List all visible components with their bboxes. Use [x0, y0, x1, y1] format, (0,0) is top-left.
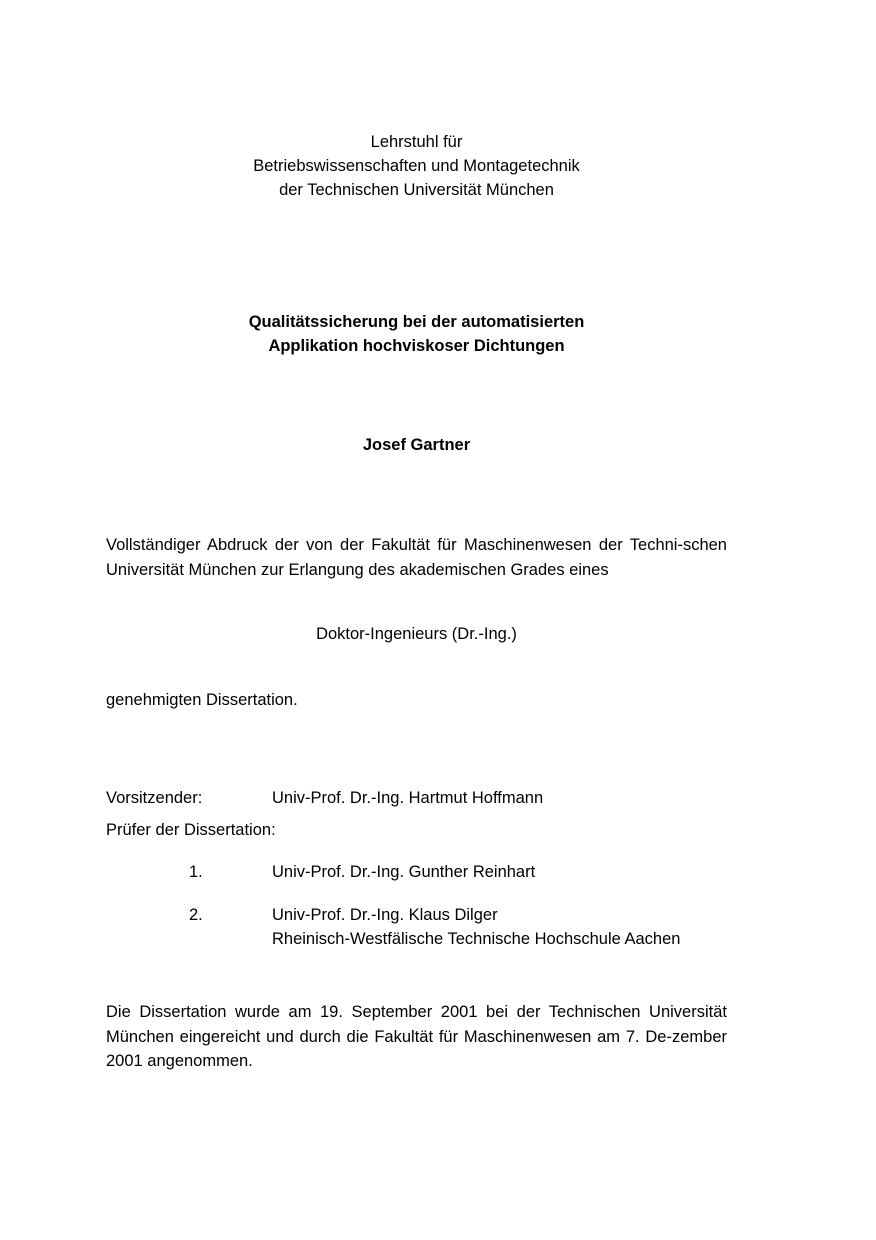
institution-line-3: der Technischen Universität München [279, 181, 554, 199]
institution-line-1: Lehrstuhl für [370, 133, 463, 151]
submission-note: Die Dissertation wurde am 19. September 2001 bei der Technischen Universität München eingereicht und durch die Fakultät für Maschinenwesen am 7. De-zember 2001 angenommen. [106, 1003, 727, 1070]
examiner-2-number: 2. [189, 906, 203, 924]
author-line: Josef Gartner [362, 436, 471, 454]
statement-closing: genehmigten Dissertation. [106, 691, 298, 709]
examiner-1-number: 1. [189, 863, 203, 881]
institution-block [106, 130, 727, 202]
statement-intro: Vollständiger Abdruck der von der Fakultät für Maschinenwesen der Techni-schen Universität München zur Erlangung des akademischen Grades eines [106, 536, 727, 579]
chair-label: Vorsitzender: [106, 789, 203, 807]
title-line-2: Applikation hochviskoser Dichtungen [268, 337, 565, 355]
examiner-2-affiliation: Rheinisch-Westfälische Technische Hochschule Aachen [272, 930, 681, 948]
degree-line: Doktor-Ingenieurs (Dr.-Ing.) [316, 625, 517, 643]
examiners-label: Prüfer der Dissertation: [106, 821, 276, 839]
author-name [106, 433, 727, 457]
institution-line-2: Betriebswissenschaften und Montagetechnik [253, 157, 580, 175]
examiner-2-name: Univ-Prof. Dr.-Ing. Klaus Dilger [272, 906, 498, 924]
degree-title [106, 622, 727, 646]
dissertation-title [106, 310, 727, 358]
chair-name: Univ-Prof. Dr.-Ing. Hartmut Hoffmann [272, 789, 544, 807]
examiner-1-name: Univ-Prof. Dr.-Ing. Gunther Reinhart [272, 863, 536, 881]
title-line-1: Qualitätssicherung bei der automatisierten [248, 313, 585, 331]
